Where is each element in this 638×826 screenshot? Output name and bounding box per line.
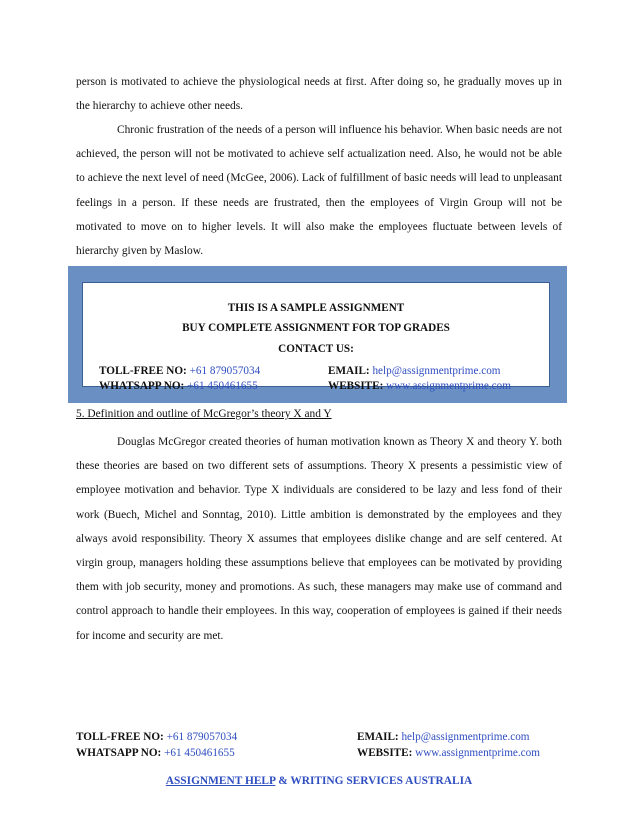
box-tollfree-label: TOLL-FREE NO: [99, 365, 187, 377]
buy-notice: BUY COMPLETE ASSIGNMENT FOR TOP GRADES [182, 322, 450, 334]
box-tollfree-value[interactable]: +61 879057034 [189, 365, 261, 377]
footer-whatsapp [76, 747, 235, 759]
box-website-label: WEBSITE: [328, 380, 384, 392]
contact-us-label: CONTACT US: [278, 343, 354, 355]
footer-website-label: WEBSITE: [357, 747, 413, 759]
footer-whatsapp-value[interactable]: +61 450461655 [164, 747, 235, 759]
box-whatsapp [99, 380, 258, 392]
box-website-link[interactable]: www.assignmentprime.com [386, 380, 511, 392]
box-email [328, 365, 501, 377]
footer-tollfree [76, 731, 237, 743]
footer-tollfree-label: TOLL-FREE NO: [76, 731, 164, 743]
footer-email-link[interactable]: help@assignmentprime.com [401, 731, 530, 743]
sample-notice: THIS IS A SAMPLE ASSIGNMENT [227, 302, 405, 314]
footer-website-link[interactable]: www.assignmentprime.com [415, 747, 540, 759]
box-whatsapp-label: WHATSAPP NO: [99, 380, 185, 392]
banner-text: & WRITING SERVICES AUSTRALIA [275, 775, 473, 787]
body-paragraph-3: Douglas McGregor created theories of human motivation known as Theory X and theory Y. both these theories are based on two different sets of assumptions. Theory X presents a pessimistic view of employee motivation and behavior. Type X individuals are considered to be lazy and less fond of their work (Buech, Michel and Sonntag, 2010). Little ambition is demonstrated by the employees and they always avoid responsibility. Theory X assumes that employees dislike change and are self centered. At virgin group, managers holding these assumptions believe that employees can be motivated by providing them with job security, money and promotions. As such, these managers may make use of command and control approach to handle their employees. In this way, cooperation of employees is gained if their needs for income and security are met. [76, 436, 562, 642]
footer-website [357, 747, 540, 759]
sample-assignment-panel [82, 282, 550, 392]
footer-banner [0, 775, 638, 787]
box-website [328, 380, 511, 392]
body-paragraph-2: Chronic frustration of the needs of a person will influence his behavior. When basic needs are not achieved, the person will not be motivated to achieve self actualization need. Also, he would not be able to achieve the next level of need (McGee, 2006). Lack of fulfillment of basic needs will lead to unpleasant feelings in a person. If these needs are frustrated, then the employees of Virgin Group will not be motivated to move on to higher levels. It will also make the employees fluctuate between levels of hierarchy given by Maslow. [76, 124, 562, 258]
footer-email [357, 731, 530, 743]
box-tollfree [99, 365, 260, 377]
section-heading: 5. Definition and outline of McGregor’s theory X and Y [76, 408, 332, 420]
footer-tollfree-value[interactable]: +61 879057034 [166, 731, 238, 743]
body-paragraph-1: person is motivated to achieve the physiological needs at first. After doing so, he gradually moves up in the hierarchy to achieve other needs. [76, 76, 562, 113]
box-whatsapp-value[interactable]: +61 450461655 [187, 380, 258, 392]
footer-whatsapp-label: WHATSAPP NO: [76, 747, 162, 759]
sample-assignment-box [68, 266, 567, 403]
box-email-label: EMAIL: [328, 365, 370, 377]
footer-email-label: EMAIL: [357, 731, 399, 743]
box-email-link[interactable]: help@assignmentprime.com [372, 365, 501, 377]
assignment-help-link[interactable]: ASSIGNMENT HELP [165, 775, 276, 787]
